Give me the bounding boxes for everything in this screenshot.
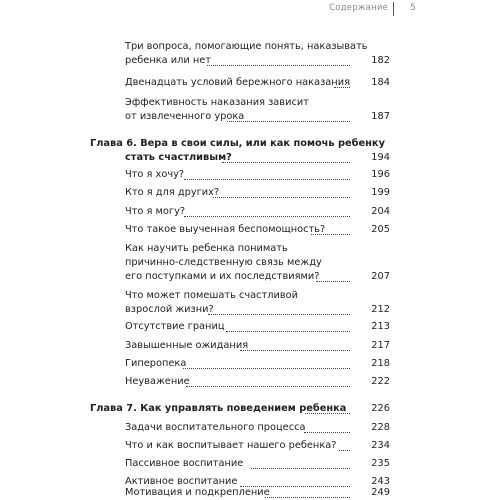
dot-leader bbox=[305, 412, 350, 414]
toc-page-number: 213 bbox=[371, 321, 390, 332]
toc-chapter-title: Глава 6. Вера в свои силы, или как помочь ребенку bbox=[90, 138, 385, 149]
dot-leader bbox=[240, 349, 350, 351]
dot-leader bbox=[208, 313, 350, 315]
toc-entry-title: Отсутствие границ bbox=[125, 321, 225, 332]
toc-page-number: 205 bbox=[371, 224, 390, 235]
dot-leader bbox=[184, 178, 350, 180]
toc-page-number: 218 bbox=[371, 358, 390, 369]
toc-page-number: 226 bbox=[371, 403, 390, 414]
toc-page-number: 235 bbox=[371, 458, 390, 469]
toc-page-number: 212 bbox=[371, 304, 390, 315]
toc-entry-title: Мотивация и подкрепление bbox=[125, 487, 270, 498]
toc-page-number: 187 bbox=[371, 111, 390, 122]
toc-entry-title: Эффективность наказания зависит bbox=[125, 97, 309, 108]
toc-page-number: 222 bbox=[371, 376, 390, 387]
toc-entry-title: от извлеченного урока bbox=[125, 111, 245, 122]
dot-leader bbox=[311, 233, 350, 235]
dot-leader bbox=[339, 449, 350, 451]
toc-page-number: 243 bbox=[371, 476, 390, 487]
dot-leader bbox=[334, 86, 350, 88]
dot-leader bbox=[213, 196, 350, 198]
toc-entry-title: Гиперопека bbox=[125, 358, 187, 369]
toc-entry-title: Задачи воспитательного процесса bbox=[125, 422, 306, 433]
toc-page-number: 196 bbox=[371, 169, 390, 180]
toc-entry-title: Что такое выученная беспомощность? bbox=[125, 224, 326, 235]
toc-entry-title: Три вопроса, помогающие понять, наказывать bbox=[125, 41, 368, 52]
toc-entry-title: причинно-следственную связь между bbox=[125, 257, 322, 268]
toc-page-number: 184 bbox=[371, 77, 390, 88]
toc-page-number: 204 bbox=[371, 206, 390, 217]
toc-chapter-title: Глава 7. Как управлять поведением ребенка bbox=[90, 403, 347, 414]
toc-entry-title: взрослой жизни? bbox=[125, 304, 214, 315]
toc-entry-title: его поступками и их последствиями? bbox=[125, 271, 320, 282]
toc-page-number: 207 bbox=[371, 271, 390, 282]
dot-leader bbox=[226, 330, 350, 332]
toc-page-number: 182 bbox=[371, 55, 390, 66]
dot-leader bbox=[207, 64, 350, 66]
section-title: Содержание bbox=[329, 3, 388, 13]
toc-entry-title: Что может помешать счастливой bbox=[125, 290, 299, 301]
dot-leader bbox=[265, 496, 350, 498]
toc-page-number: 234 bbox=[371, 440, 390, 451]
toc-entry-title: Что я хочу? bbox=[125, 169, 185, 180]
toc-entry-title: Двенадцать условий бережного наказания bbox=[125, 77, 350, 88]
dot-leader bbox=[186, 385, 350, 387]
dot-leader bbox=[184, 215, 350, 217]
toc-entry-title: Неуважение bbox=[125, 376, 190, 387]
toc-entry-title: Активное воспитание bbox=[125, 476, 238, 487]
toc-page-number: 194 bbox=[371, 152, 390, 163]
toc-chapter-title: стать счастливым? bbox=[125, 152, 232, 163]
page-number: 5 bbox=[410, 3, 416, 13]
toc-page-number: 199 bbox=[371, 187, 390, 198]
toc-entry-title: Что и как воспитывает нашего ребенка? bbox=[125, 440, 337, 451]
dot-leader bbox=[227, 120, 350, 122]
toc-entry-title: Что я могу? bbox=[125, 206, 186, 217]
dot-leader bbox=[316, 280, 350, 282]
toc-entry-title: Пассивное воспитание bbox=[125, 458, 244, 469]
toc-page-number: 217 bbox=[371, 340, 390, 351]
dot-leader bbox=[304, 431, 350, 433]
toc-entry-title: Как научить ребенка понимать bbox=[125, 243, 288, 254]
toc-page-number: 249 bbox=[371, 487, 390, 498]
toc-entry-title: Кто я для других? bbox=[125, 187, 220, 198]
toc-entry-title: Завышенные ожидания bbox=[125, 340, 249, 351]
toc-page-number: 228 bbox=[371, 422, 390, 433]
dot-leader bbox=[222, 161, 350, 163]
dot-leader bbox=[183, 367, 350, 369]
dot-leader bbox=[251, 467, 350, 469]
toc-entry-title: ребенка или нет bbox=[125, 55, 212, 66]
